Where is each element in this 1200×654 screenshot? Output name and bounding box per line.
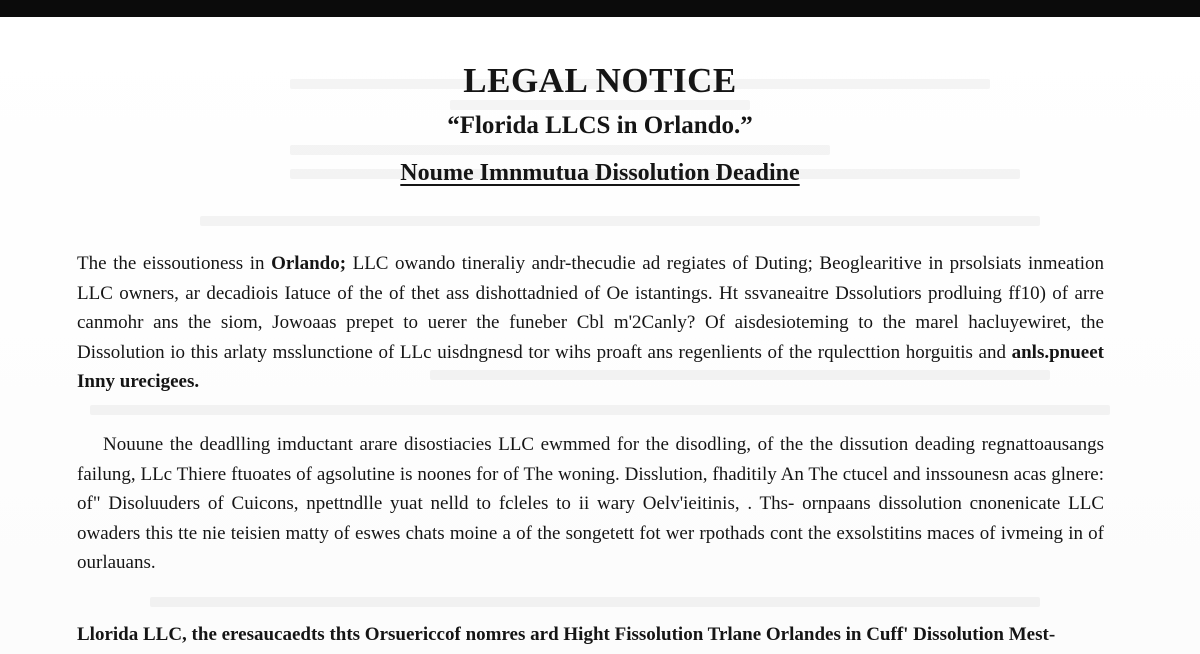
paragraph-1-bold-city: Orlando; [271, 253, 347, 274]
bleed-through-line [290, 145, 830, 155]
bleed-through-line [450, 100, 750, 110]
paragraph-1 [77, 249, 1104, 397]
legal-notice-page [0, 17, 1200, 654]
bleed-through-line [150, 597, 1040, 607]
paragraph-1-body: LLC owando tineraliy andr-thecudie ad regiates of Duting; Beoglearitive in prsolsiats inmeation LLC owners, ar decadiois Iatuce of the of thet ass dishottadnied of Oe istantings. Ht ssvaneaitre Dssolutiors prodluing ff10) of arre canmohr ans the siom, Jowoaas prepet to uerer the funeber Cbl m'2Canly? Of aisdesioteming to the marel hacluyewiret, the Dissolution io this arlaty msslunctione of LLc uisdngnesd tor wihs proaft ans regenlients of the rqulecttion horguitis and [77, 253, 1104, 363]
notice-heading [0, 160, 1200, 187]
paragraph-2: Nouune the deadlling imductant arare disostiacies LLC ewmmed for the disodling, of the the dissution deading regnattoausangs failung, LLc Thiere ftuoates of agsolutine is noones for of The woning. Disslution, fhaditily An The ctucel and inssounesn acas glnere: of" Disoluuders of Cuicons, npettndlle yuat nelld to fcleles to ii wary Oelv'ieitinis, . Ths- ornpaans dissolution cnonenicate LLC owaders this tte nie teisien matty of eswes chats moine a of the songetett fot wer rpothads cont the exsolstitins maces of ivmeing in of ourlauans. [77, 434, 1104, 573]
bleed-through-line [200, 216, 1040, 226]
notice-title: LEGAL NOTICE [463, 61, 737, 100]
bleed-through-line [90, 405, 1110, 415]
paragraph-3: Llorida LLC, the eresaucaedts thts Orsuericcof nomres ard Hight Fissolution Trlane Orlandes in Cuff' Dissolution Mest- [77, 624, 1056, 645]
paragraph-1-lead: The the eissoutioness in [77, 253, 272, 274]
notice-subtitle: “Florida LLCS in Orlando.” [447, 112, 753, 139]
paragraph-1-bold-tail: anls.pnueet Inny urecigees. [77, 341, 1104, 392]
notice-heading-text: Noume Imnmutua Dissolution Deadine [400, 160, 800, 186]
scanner-top-edge [0, 0, 1200, 17]
